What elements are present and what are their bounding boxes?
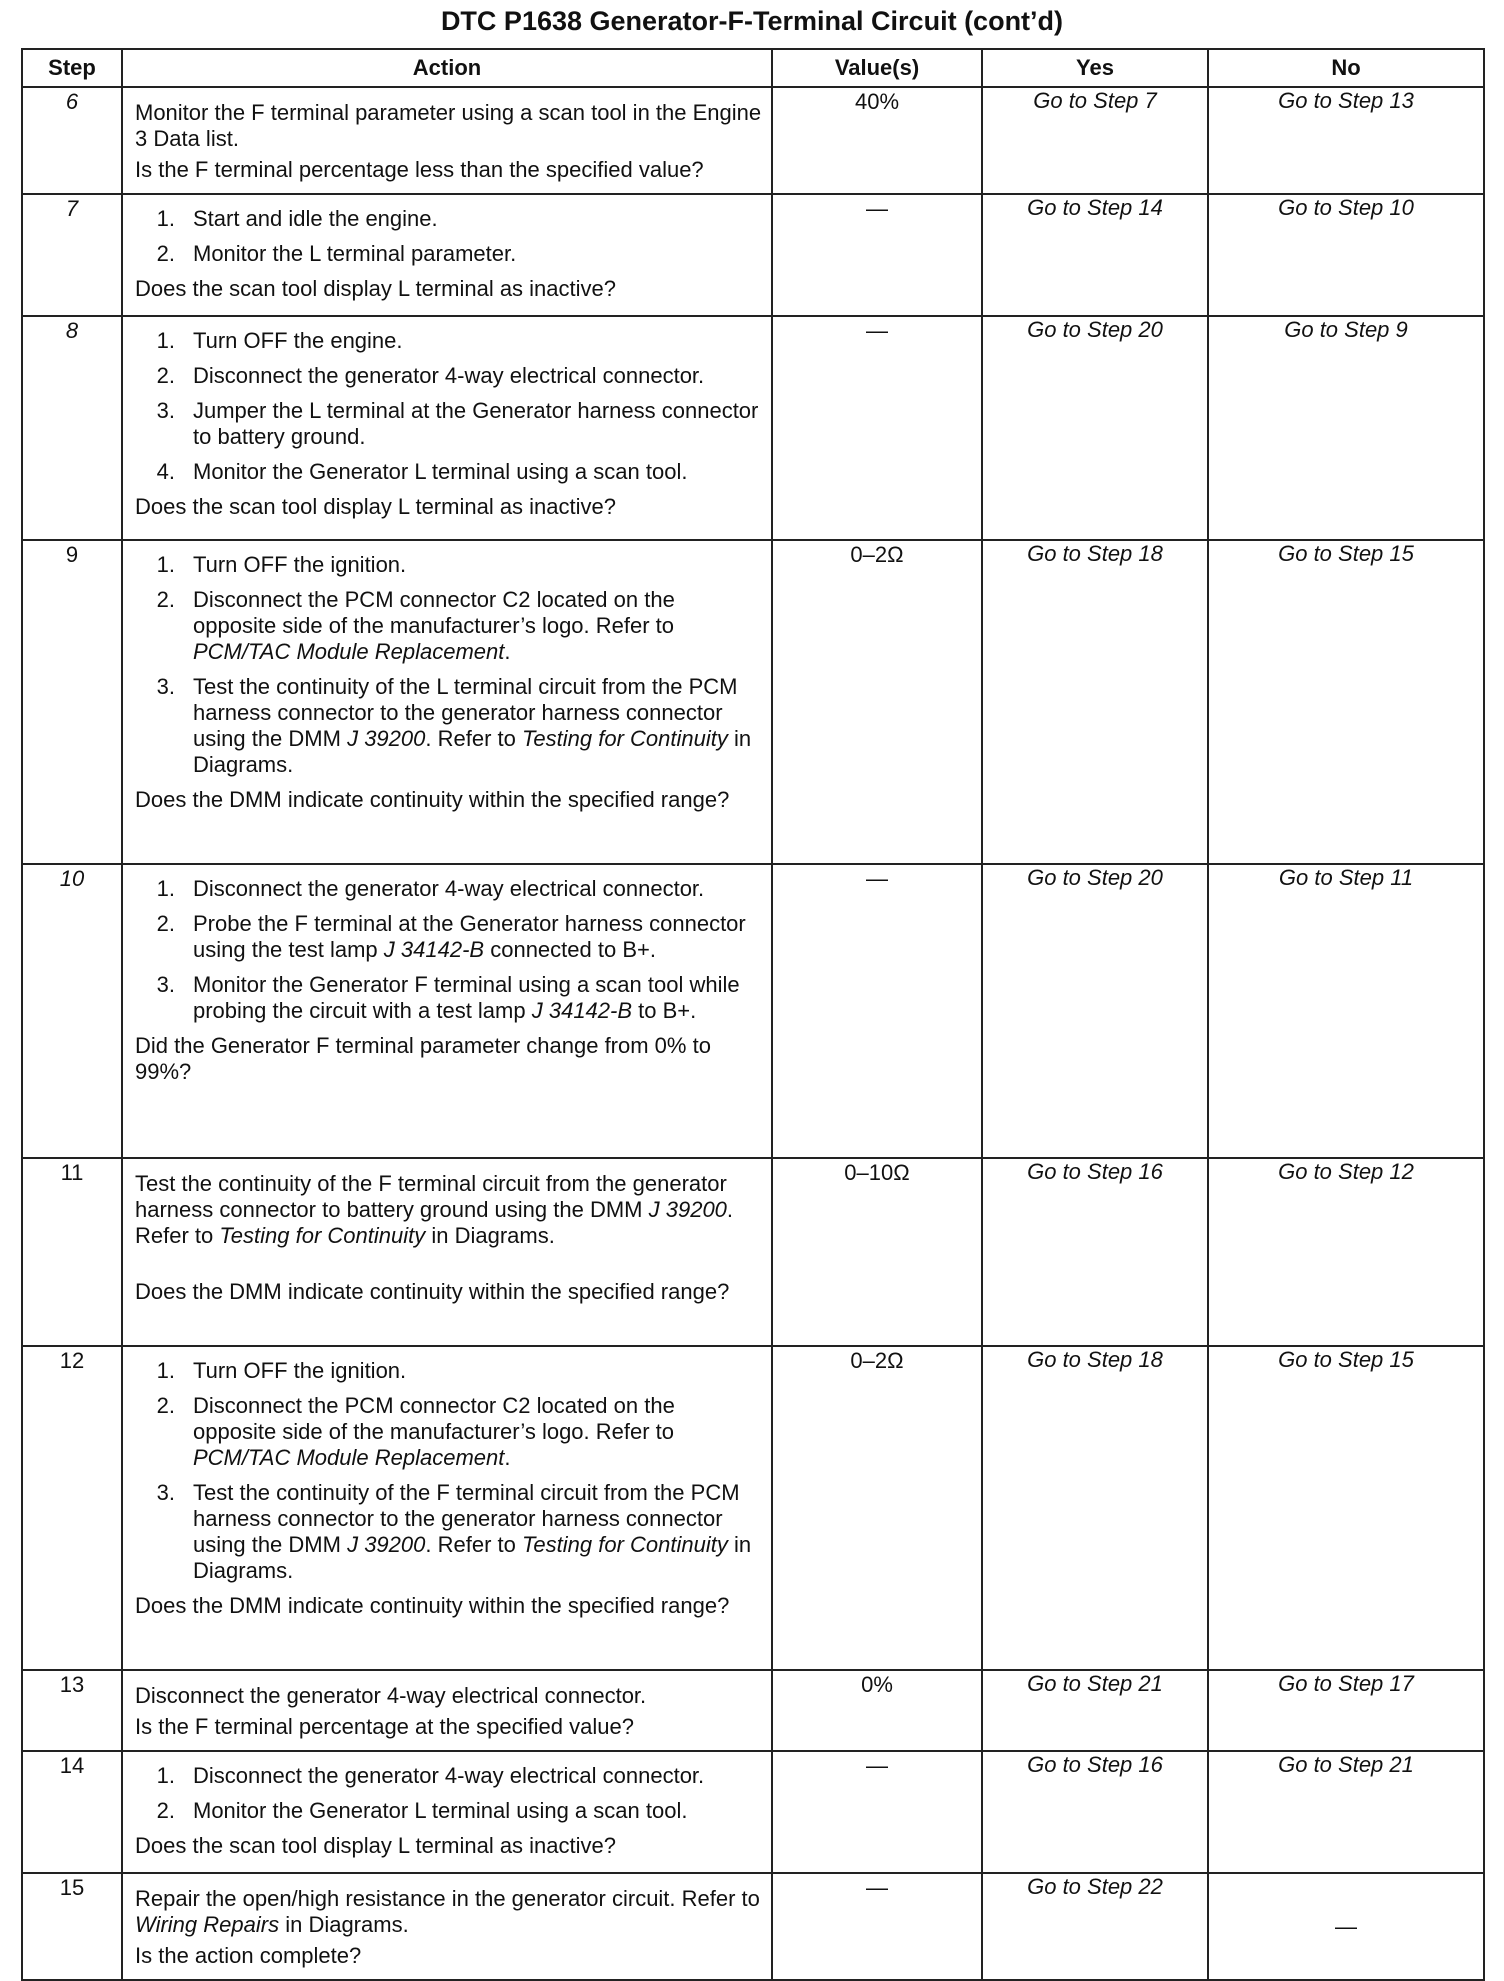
item-text-tail: in Diagrams.	[193, 726, 752, 777]
item-number: 1.	[156, 328, 175, 353]
action-question: Is the F terminal percentage less than the specified value?	[135, 157, 704, 182]
action-cell	[122, 194, 772, 316]
table-row	[22, 316, 1484, 540]
item-text: Disconnect the PCM connector C2 located on the opposite side of the manufacturer’s logo. Refer to	[193, 1393, 675, 1444]
action-cell	[122, 1873, 772, 1980]
value-cell: —	[772, 864, 982, 1158]
item-number: 2.	[156, 911, 175, 936]
intro-text: Repair the open/high resistance in the generator circuit. Refer to	[135, 1886, 760, 1911]
item-text-tail: to B+.	[638, 998, 697, 1023]
no-cell: Go to Step 21	[1208, 1751, 1484, 1873]
yes-cell: Go to Step 7	[982, 87, 1208, 194]
value-cell: —	[772, 316, 982, 540]
no-cell: Go to Step 10	[1208, 194, 1484, 316]
item-number: 2.	[156, 1798, 175, 1823]
action-text	[135, 1171, 763, 1249]
reference-link: Testing for Continuity	[521, 1532, 728, 1557]
yes-cell: Go to Step 20	[982, 864, 1208, 1158]
step-number: 14	[22, 1751, 122, 1873]
yes-cell: Go to Step 14	[982, 194, 1208, 316]
action-cell	[122, 316, 772, 540]
step-number: 15	[22, 1873, 122, 1980]
tool-number: J 34142-B	[383, 937, 485, 962]
table-row	[22, 864, 1484, 1158]
table-row	[22, 1670, 1484, 1751]
item-text: Monitor the Generator L terminal using a scan tool.	[193, 1798, 688, 1823]
item-number: 1.	[156, 1358, 175, 1383]
action-item	[135, 398, 763, 450]
step-number: 10	[22, 864, 122, 1158]
value-cell: —	[772, 1751, 982, 1873]
item-text: Turn OFF the engine.	[193, 328, 403, 353]
item-text: Disconnect the generator 4-way electrical connector.	[193, 1763, 705, 1788]
action-item	[135, 1480, 763, 1584]
reference-link: Wiring Repairs	[135, 1912, 280, 1937]
action-question: Is the action complete?	[135, 1943, 362, 1968]
value-cell: 0–2Ω	[772, 1346, 982, 1670]
table-row	[22, 540, 1484, 864]
item-number: 1.	[156, 206, 175, 231]
value-cell: 0–10Ω	[772, 1158, 982, 1346]
item-text: Jumper the L terminal at the Generator harness connector to battery ground.	[193, 398, 759, 449]
action-question: Does the DMM indicate continuity within the specified range?	[135, 1593, 730, 1618]
header-action: Action	[122, 49, 772, 87]
action-item: 2. Disconnect the PCM connector C2 located on the opposite side of the manufacturer’s logo. Refer to PCM/TAC Module Replacement.	[135, 587, 763, 665]
value-cell: 0%	[772, 1670, 982, 1751]
item-text: Probe the F terminal at the Generator harness connector using the test lamp	[193, 911, 746, 962]
intro-text-mid: . Refer to	[135, 1197, 734, 1248]
action-text	[135, 1886, 763, 1938]
action-question: Does the scan tool display L terminal as inactive?	[135, 276, 616, 301]
action-item	[135, 876, 763, 902]
item-text: Disconnect the generator 4-way electrical connector.	[193, 876, 705, 901]
item-text-mid: . Refer to	[425, 726, 516, 751]
reference-link: Testing for Continuity	[219, 1223, 426, 1248]
yes-cell: Go to Step 21	[982, 1670, 1208, 1751]
action-item	[135, 911, 763, 963]
step-number: 12	[22, 1346, 122, 1670]
action-cell	[122, 1346, 772, 1670]
action-text: Disconnect the generator 4-way electrical connector.	[135, 1683, 647, 1708]
step-number: 13	[22, 1670, 122, 1751]
yes-cell: Go to Step 16	[982, 1158, 1208, 1346]
intro-text-tail: in Diagrams.	[431, 1223, 555, 1248]
table-row	[22, 1158, 1484, 1346]
yes-cell: Go to Step 16	[982, 1751, 1208, 1873]
action-question: Does the DMM indicate continuity within the specified range?	[135, 1279, 730, 1304]
action-cell	[122, 1751, 772, 1873]
action-question: Did the Generator F terminal parameter change from 0% to 99%?	[135, 1033, 711, 1084]
yes-cell: Go to Step 18	[982, 1346, 1208, 1670]
yes-cell: Go to Step 20	[982, 316, 1208, 540]
yes-cell: Go to Step 22	[982, 1873, 1208, 1980]
item-text: Test the continuity of the L terminal circuit from the PCM harness connector to the generator harness connector using the DMM	[193, 674, 738, 751]
item-number: 3.	[156, 674, 175, 699]
step-number: 7	[22, 194, 122, 316]
action-cell	[122, 1670, 772, 1751]
step-number: 6	[22, 87, 122, 194]
no-cell: Go to Step 17	[1208, 1670, 1484, 1751]
reference-link: Testing for Continuity	[521, 726, 728, 751]
tool-number: J 39200	[648, 1197, 727, 1222]
no-cell: Go to Step 11	[1208, 864, 1484, 1158]
table-row	[22, 1346, 1484, 1670]
reference-link: PCM/TAC Module Replacement	[193, 639, 505, 664]
step-number: 9	[22, 540, 122, 864]
header-no: No	[1208, 49, 1484, 87]
action-cell	[122, 87, 772, 194]
action-cell	[122, 1158, 772, 1346]
step-number: 8	[22, 316, 122, 540]
action-item	[135, 972, 763, 1024]
item-number: 3.	[156, 972, 175, 997]
item-number: 2.	[156, 1393, 175, 1418]
item-text: Monitor the Generator L terminal using a scan tool.	[193, 459, 688, 484]
tool-number: J 39200	[347, 726, 426, 751]
item-text: Disconnect the PCM connector C2 located on the opposite side of the manufacturer’s logo. Refer to	[193, 587, 675, 638]
action-question: Does the scan tool display L terminal as inactive?	[135, 494, 616, 519]
item-text: Test the continuity of the F terminal circuit from the PCM harness connector to the generator harness connector using the DMM	[193, 1480, 740, 1557]
item-number: 1.	[156, 876, 175, 901]
item-number: 2.	[156, 587, 175, 612]
reference-link: PCM/TAC Module Replacement	[193, 1445, 505, 1470]
no-cell: Go to Step 12	[1208, 1158, 1484, 1346]
action-item	[135, 328, 763, 354]
item-number: 3.	[156, 1480, 175, 1505]
table-row	[22, 1873, 1484, 1980]
action-cell	[122, 540, 772, 864]
intro-text-tail: in Diagrams.	[285, 1912, 409, 1937]
action-item	[135, 241, 763, 267]
item-number: 2.	[156, 363, 175, 388]
yes-cell: Go to Step 18	[982, 540, 1208, 864]
action-cell	[122, 864, 772, 1158]
no-cell: —	[1208, 1873, 1484, 1980]
diagnostic-table	[21, 48, 1485, 1981]
item-text: Turn OFF the ignition.	[193, 1358, 407, 1383]
item-text-mid: . Refer to	[425, 1532, 516, 1557]
action-text: Monitor the F terminal parameter using a scan tool in the Engine 3 Data list.	[135, 100, 762, 151]
value-cell: —	[772, 194, 982, 316]
item-text: Monitor the L terminal parameter.	[193, 241, 517, 266]
action-item	[135, 1798, 763, 1824]
item-number: 3.	[156, 398, 175, 423]
header-yes: Yes	[982, 49, 1208, 87]
item-number: 1.	[156, 552, 175, 577]
no-cell: Go to Step 13	[1208, 87, 1484, 194]
value-cell: —	[772, 1873, 982, 1980]
header-values: Value(s)	[772, 49, 982, 87]
header-row	[22, 49, 1484, 87]
table-row	[22, 1751, 1484, 1873]
action-item	[135, 459, 763, 485]
action-item	[135, 1358, 763, 1384]
tool-number: J 34142-B	[531, 998, 633, 1023]
action-item	[135, 674, 763, 778]
value-cell: 0–2Ω	[772, 540, 982, 864]
item-number: 1.	[156, 1763, 175, 1788]
table-row	[22, 87, 1484, 194]
item-text: Disconnect the generator 4-way electrical connector.	[193, 363, 705, 388]
action-item	[135, 552, 763, 578]
step-number: 11	[22, 1158, 122, 1346]
action-item	[135, 1763, 763, 1789]
action-item: 2. Disconnect the PCM connector C2 located on the opposite side of the manufacturer’s logo. Refer to PCM/TAC Module Replacement.	[135, 1393, 763, 1471]
table-row	[22, 194, 1484, 316]
action-question: Does the DMM indicate continuity within the specified range?	[135, 787, 730, 812]
action-item	[135, 363, 763, 389]
header-step: Step	[22, 49, 122, 87]
item-text: Start and idle the engine.	[193, 206, 438, 231]
intro-text: Test the continuity of the F terminal circuit from the generator harness connector to battery ground using the DMM	[135, 1171, 727, 1222]
action-question: Does the scan tool display L terminal as inactive?	[135, 1833, 616, 1858]
no-cell: Go to Step 15	[1208, 540, 1484, 864]
item-number: 2.	[156, 241, 175, 266]
tool-number: J 39200	[347, 1532, 426, 1557]
item-number: 4.	[156, 459, 175, 484]
item-text-tail: connected to B+.	[490, 937, 656, 962]
value-cell: 40%	[772, 87, 982, 194]
no-cell: Go to Step 9	[1208, 316, 1484, 540]
page-title: DTC P1638 Generator-F-Terminal Circuit (cont’d)	[440, 6, 1064, 36]
action-item	[135, 206, 763, 232]
action-question: Is the F terminal percentage at the specified value?	[135, 1714, 634, 1739]
no-cell: Go to Step 15	[1208, 1346, 1484, 1670]
item-text-tail: in Diagrams.	[193, 1532, 752, 1583]
item-text: Turn OFF the ignition.	[193, 552, 407, 577]
item-text: Monitor the Generator F terminal using a scan tool while probing the circuit with a test lamp	[193, 972, 740, 1023]
